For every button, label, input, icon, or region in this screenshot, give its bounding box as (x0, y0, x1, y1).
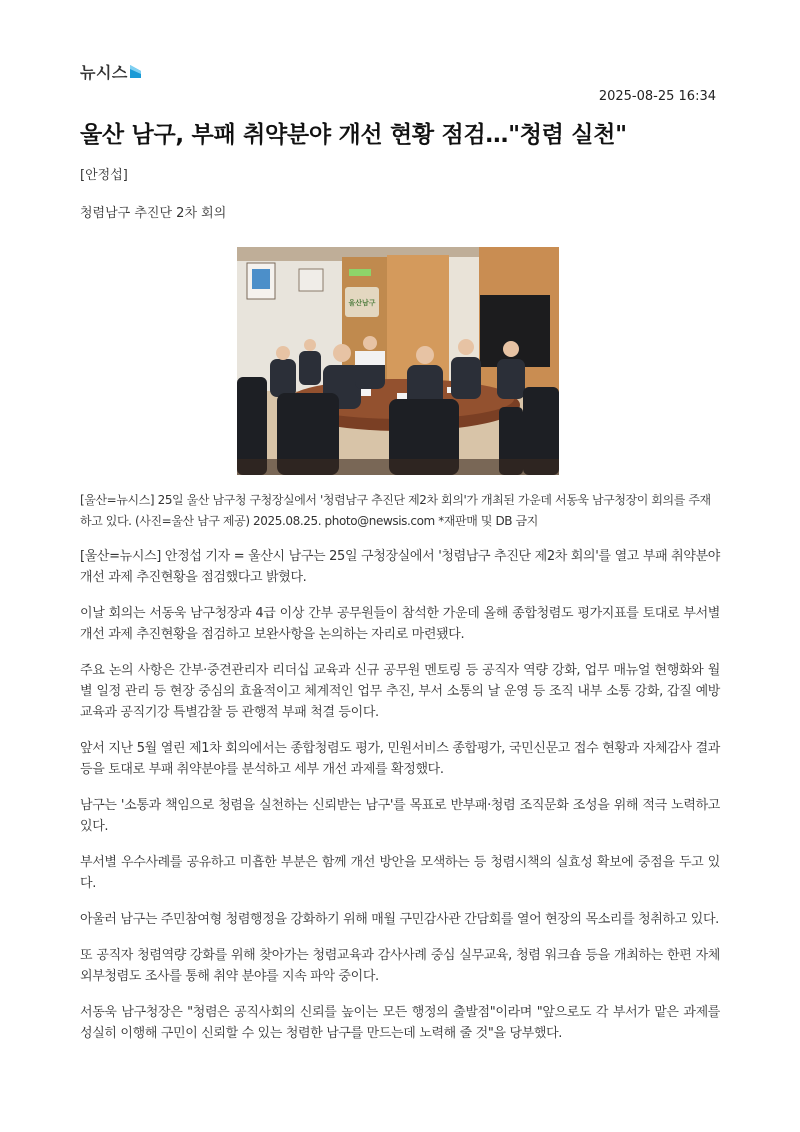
meeting-photo-illustration (237, 247, 559, 475)
paragraph: [울산=뉴시스] 안정섭 기자 = 울산시 남구는 25일 구청장실에서 '청렴남구 추진단 제2차 회의'를 열고 부패 취약분야 개선 과제 추진현황을 점검했다고 밝혔다. (80, 549, 720, 585)
paragraph: 또 공직자 청렴역량 강화를 위해 찾아가는 청렴교육과 감사사례 중심 실무교육, 청렴 워크숍 등을 개최하는 한편 자체 외부청렴도 조사를 통해 취약 분야를 지속 파악 중이다. (80, 948, 720, 984)
wall-sign-text: 울산남구 (348, 299, 376, 307)
paragraph: 남구는 '소통과 책임으로 청렴을 실천하는 신뢰받는 남구'를 목표로 반부패·청렴 조직문화 조성을 위해 적극 노력하고 있다. (80, 798, 720, 834)
paragraph: 서동욱 남구청장은 "청렴은 공직사회의 신뢰를 높이는 모든 행정의 출발점"이라며 "앞으로도 각 부서가 맡은 과제를 성실히 이행해 구민이 신뢰할 수 있는 청렴한 남구를 만드는데 노력해 줄 것"을 당부했다. (80, 1005, 720, 1041)
paragraph: 부서별 우수사례를 공유하고 미흡한 부분은 함께 개선 방안을 모색하는 등 청렴시책의 실효성 확보에 중점을 두고 있다. (80, 855, 720, 891)
article-byline: [안정섭] (80, 168, 128, 183)
article-headline: 울산 남구, 부패 취약분야 개선 현황 점검…"청렴 실천" (80, 122, 627, 148)
article-photo (237, 247, 559, 475)
paragraph: 아울러 남구는 주민참여형 청렴행정을 강화하기 위해 매월 구민감사관 간담회를 열어 현장의 목소리를 청취하고 있다. (80, 912, 719, 927)
paragraph: 주요 논의 사항은 간부·중견관리자 리더십 교육과 신규 공무원 멘토링 등 공직자 역량 강화, 업무 매뉴얼 현행화와 월별 일정 관리 등 현장 중심의 효율적이고 체계적인 업무 추진, 부서 소통의 날 운영 등 조직 내부 소통 강화, 갑질 예방 교육과 공직기강 특별감찰 등 관행적 부패 척결 등이다. (80, 663, 720, 720)
paragraph: 이날 회의는 서동욱 남구청장과 4급 이상 간부 공무원들이 참석한 가운데 올해 종합청렴도 평가지표를 토대로 부서별 개선 과제 추진현황을 점검하고 보완사항을 논의하는 자리로 마련됐다. (80, 606, 720, 642)
article-datetime: 2025-08-25 16:34 (598, 89, 716, 104)
photo-caption: [울산=뉴시스] 25일 울산 남구청 구청장실에서 '청렴남구 추진단 제2차 회의'가 개최된 가운데 서동욱 남구청장이 회의를 주재하고 있다. (사진=울산 남구 제공) 2025.08.25. photo@newsis.com *재판매 및 DB 금지 (80, 493, 711, 528)
newsis-logo[interactable] (80, 60, 141, 82)
paragraph: 앞서 지난 5월 열린 제1차 회의에서는 종합청렴도 평가, 민원서비스 종합평가, 국민신문고 접수 현황과 자체감사 결과 등을 토대로 부패 취약분야를 분석하고 세부 개선 과제를 확정했다. (80, 741, 720, 777)
logo-mark-icon (130, 65, 141, 78)
article-body (80, 546, 720, 1059)
article-subtitle: 청렴남구 추진단 2차 회의 (80, 206, 227, 221)
logo-text: 뉴시스 (80, 62, 128, 82)
